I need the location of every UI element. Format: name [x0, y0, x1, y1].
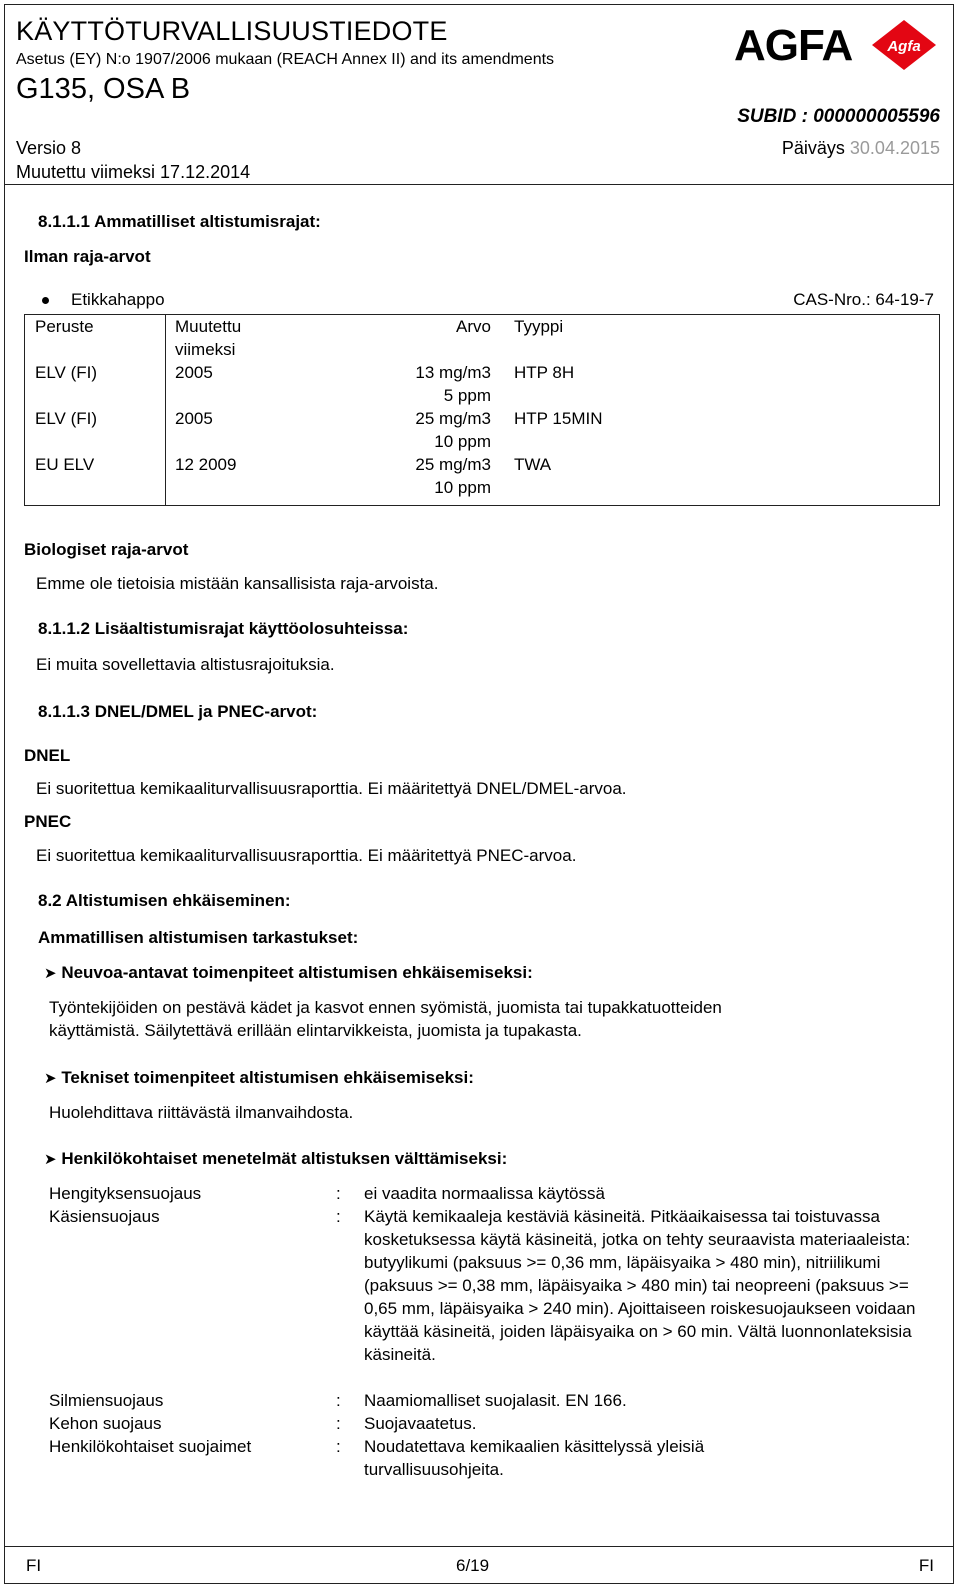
issue-date	[782, 138, 940, 159]
table-row-type: TWA	[514, 455, 552, 474]
ppe-label-eyes: Silmiensuojaus	[49, 1391, 164, 1410]
ppe-value-eyes: Naamiomalliset suojalasit. EN 166.	[364, 1391, 627, 1410]
col-header-modified: Muutettu viimeksi	[175, 317, 242, 359]
table-row-value-ppm: 10 ppm	[434, 432, 491, 451]
cas-number: CAS-Nro.: 64-19-7	[793, 290, 934, 309]
advice-text-line-2: käyttämistä. Säilytettävä erillään elintarvikkeista, juomista ja tupakasta.	[49, 1021, 582, 1040]
table-row-value-ppm: 5 ppm	[443, 386, 491, 405]
col-header-type: Tyyppi	[514, 317, 564, 336]
substance-name: Etikkahappo	[71, 290, 165, 309]
subid: SUBID : 000000005596	[737, 106, 940, 127]
bio-limits-text: Emme ole tietoisia mistään kansallisista raja-arvoista.	[36, 574, 439, 593]
table-row-value-mg: 25 mg/m3	[415, 409, 491, 428]
table-row-type: HTP 15MIN	[514, 409, 603, 428]
document-title: KÄYTTÖTURVALLISUUSTIEDOTE	[16, 16, 448, 46]
logo-badge-text: Agfa	[887, 38, 921, 55]
advice-heading: ➤ Neuvoa-antavat toimenpiteet altistumisen ehkäisemiseksi:	[44, 963, 533, 982]
table-row-type: HTP 8H	[514, 363, 575, 382]
bullet-icon	[42, 297, 49, 304]
arrow-bullet-icon: ➤	[44, 1151, 57, 1168]
footer-divider	[4, 1546, 954, 1547]
ppe-label-general: Henkilökohtaiset suojaimet	[49, 1437, 252, 1456]
ppe-separator: :	[336, 1207, 341, 1226]
substance-item	[42, 290, 165, 310]
section-8-1-1-2-heading: 8.1.1.2 Lisäaltistumisrajat käyttöolosuhteissa:	[38, 619, 409, 638]
bio-limits-heading: Biologiset raja-arvot	[24, 540, 189, 559]
arrow-bullet-icon: ➤	[44, 1070, 57, 1087]
table-row-modified: 2005	[175, 409, 213, 428]
header-divider	[4, 184, 954, 185]
ppe-label-body: Kehon suojaus	[49, 1414, 162, 1433]
last-modified: Muutettu viimeksi 17.12.2014	[16, 162, 251, 182]
section-8-1-1-1-heading: 8.1.1.1 Ammatilliset altistumisrajat:	[38, 212, 321, 231]
ppe-value-respiratory: ei vaadita normaalissa käytössä	[364, 1184, 605, 1203]
personal-measures-heading: ➤ Henkilökohtaiset menetelmät altistuksen välttämiseksi:	[44, 1149, 508, 1168]
table-divider	[165, 315, 166, 505]
date-value: 30.04.2015	[849, 138, 940, 158]
dnel-label: DNEL	[24, 746, 71, 765]
col-header-basis: Peruste	[35, 317, 94, 336]
footer-language-left: FI	[26, 1556, 42, 1575]
no-limit-values-heading: Ilman raja-arvot	[24, 247, 151, 266]
ppe-value-body: Suojavaatetus.	[364, 1414, 477, 1433]
regulation-line: Asetus (EY) N:o 1907/2006 mukaan (REACH Annex II) and its amendments	[16, 51, 555, 68]
section-8-2-heading: 8.2 Altistumisen ehkäiseminen:	[38, 891, 291, 910]
col-header-value: Arvo	[456, 317, 491, 336]
table-row-modified: 2005	[175, 363, 213, 382]
date-label: Päiväys	[781, 138, 845, 158]
pnec-label: PNEC	[24, 812, 72, 831]
table-row-basis: ELV (FI)	[35, 409, 98, 428]
ppe-separator: :	[336, 1437, 341, 1456]
table-row-value-mg: 25 mg/m3	[415, 455, 491, 474]
table-row-basis: ELV (FI)	[35, 363, 98, 382]
table-row-value-ppm: 10 ppm	[434, 478, 491, 497]
footer-language-right: FI	[918, 1556, 934, 1575]
technical-measures-text: Huolehdittava riittävästä ilmanvaihdosta.	[49, 1103, 354, 1122]
exposure-limits-table	[24, 314, 940, 506]
section-8-1-1-2-text: Ei muita sovellettavia altistusrajoituksia.	[36, 655, 335, 674]
advice-text-line-1: Työntekijöiden on pestävä kädet ja kasvot ennen syömistä, juomista tai tupakkatuotteiden	[49, 998, 722, 1017]
ppe-value-hands: Käytä kemikaaleja kestäviä käsineitä. Pitkäaikaisessa tai toistuvassa kosketuksessa käytä käsineitä, jotka on tehty seuraavista materiaaleista: butyylikumi (paksuus >= 0,36 mm, läpäisyaika > 480 min), nitriilikumi (paksuus >= 0,38 mm, läpäisyaika > 480 min) tai neopreeni (paksuus >= 0,65 mm, läpäisyaika > 240 min). Ajoittaiseen roiskesuojaukseen voidaan käyttää käsineitä, joiden läpäisyaika on > 60 min. Vältä luonnonlateksisia käsineitä.	[364, 1207, 916, 1364]
dnel-text: Ei suoritettua kemikaaliturvallisuusraporttia. Ei määritettyä DNEL/DMEL-arvoa.	[36, 779, 627, 798]
ppe-separator: :	[336, 1391, 341, 1410]
table-row-modified: 12 2009	[175, 455, 237, 474]
version: Versio 8	[16, 138, 82, 158]
arrow-bullet-icon: ➤	[44, 965, 57, 982]
occupational-controls-heading: Ammatillisen altistumisen tarkastukset:	[38, 928, 359, 947]
table-row-basis: EU ELV	[35, 455, 95, 474]
agfa-logo	[734, 18, 944, 70]
table-row-value-mg: 13 mg/m3	[415, 363, 491, 382]
footer-page-number: 6/19	[456, 1556, 490, 1575]
logo-wordmark: AGFA	[734, 21, 853, 70]
ppe-separator: :	[336, 1414, 341, 1433]
ppe-separator: :	[336, 1184, 341, 1203]
section-8-1-1-3-heading: 8.1.1.3 DNEL/DMEL ja PNEC-arvot:	[38, 702, 318, 721]
ppe-label-respiratory: Hengityksensuojaus	[49, 1184, 202, 1203]
product-name: G135, OSA B	[16, 73, 191, 105]
technical-measures-heading: ➤ Tekniset toimenpiteet altistumisen ehkäisemiseksi:	[44, 1068, 474, 1087]
ppe-label-hands: Käsiensuojaus	[49, 1207, 160, 1226]
pnec-text: Ei suoritettua kemikaaliturvallisuusraporttia. Ei määritettyä PNEC-arvoa.	[36, 846, 577, 865]
ppe-value-general: Noudatettava kemikaalien käsittelyssä yleisiä turvallisuusohjeita.	[364, 1437, 705, 1479]
